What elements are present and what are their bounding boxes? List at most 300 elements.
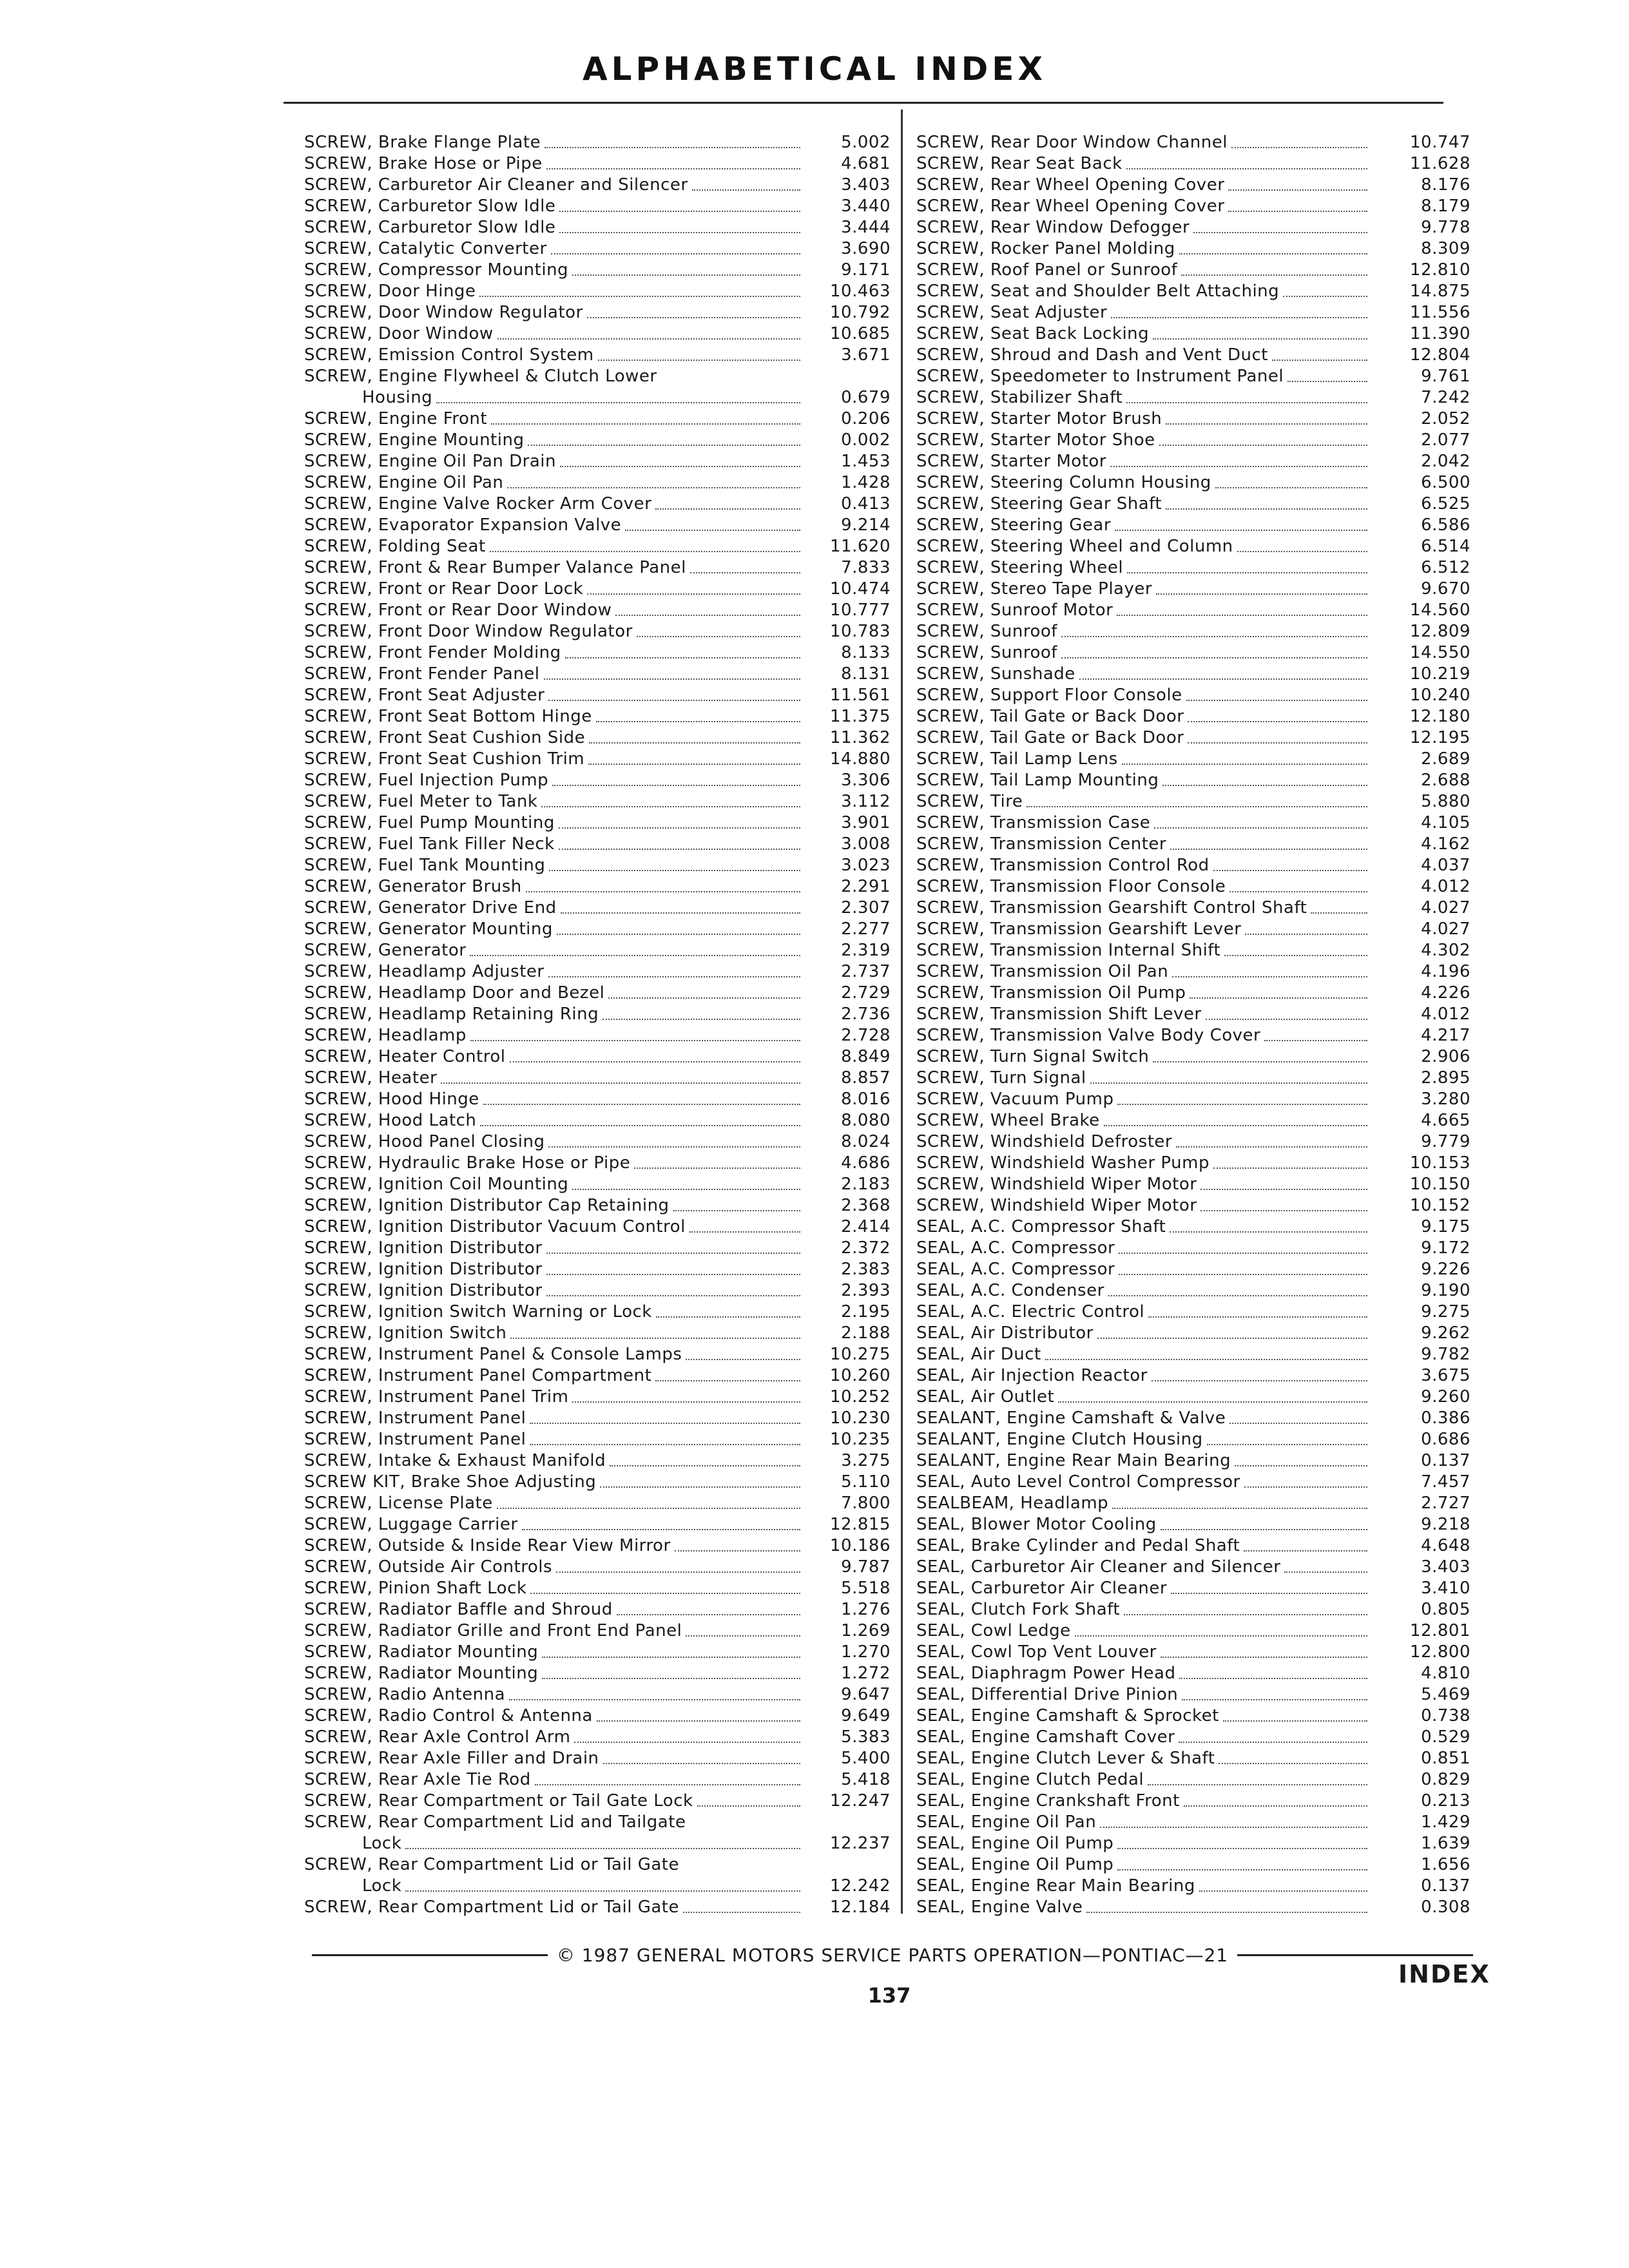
entry-page-ref: 2.737: [841, 962, 891, 981]
entry-name-text: SCREW, Headlamp Adjuster: [304, 962, 545, 981]
dot-leader: [542, 1678, 800, 1679]
index-entry: [916, 1599, 1470, 1620]
entry-page-ref: 12.237: [830, 1834, 891, 1853]
index-entry: [916, 1706, 1470, 1727]
entry-name-text: SCREW, License Plate: [304, 1494, 493, 1513]
entry-page-ref: 1.276: [841, 1600, 891, 1619]
index-entry: [304, 1089, 891, 1110]
entry-name-text: SEAL, Auto Level Control Compressor: [916, 1472, 1240, 1492]
entry-name-text: SCREW, Vacuum Pump: [916, 1090, 1114, 1109]
dot-leader: [1162, 785, 1367, 786]
index-entry: [304, 1387, 891, 1408]
entry-name: [916, 1110, 1374, 1131]
entry-page-ref: 12.184: [830, 1898, 891, 1917]
index-column-left: [304, 132, 891, 1918]
entry-page-ref: 4.665: [1421, 1111, 1470, 1130]
entry-name-text: SCREW, Turn Signal Switch: [916, 1047, 1150, 1066]
entry-name-text: SCREW, Transmission Internal Shift: [916, 941, 1221, 960]
dot-leader: [587, 317, 800, 318]
entry-name-text: SCREW, Instrument Panel: [304, 1408, 526, 1428]
entry-name-text: SEAL, Engine Valve: [916, 1898, 1083, 1917]
entry-name: [916, 1642, 1374, 1663]
entry-name-text: SCREW, Rear Compartment Lid or Tail Gate: [304, 1898, 679, 1917]
index-entry: [916, 430, 1470, 451]
entry-name: [304, 1620, 807, 1642]
dot-leader: [1182, 1699, 1367, 1700]
entry-name: [304, 1599, 807, 1620]
dot-leader: [559, 232, 800, 233]
dot-leader: [597, 1720, 800, 1722]
entry-name-text: SCREW, Seat Adjuster: [916, 303, 1108, 322]
entry-page-ref: 0.206: [841, 409, 891, 428]
entry-name: [916, 1025, 1374, 1046]
entry-name-text: SCREW, Front Seat Adjuster: [304, 686, 545, 705]
entry-name-text: SCREW, Rear Window Defogger: [916, 218, 1190, 237]
entry-page-ref: 3.675: [1421, 1366, 1470, 1385]
dot-leader: [589, 742, 800, 744]
entry-name: [304, 1472, 807, 1493]
dot-leader: [546, 1295, 800, 1296]
dot-leader: [1153, 1061, 1367, 1062]
entry-name: [916, 1195, 1374, 1216]
entry-name: [916, 1131, 1374, 1153]
entry-name: [304, 1195, 807, 1216]
entry-page-ref: 10.235: [830, 1430, 891, 1449]
title-underline: [284, 102, 1443, 104]
entry-page-ref: 12.801: [1410, 1621, 1470, 1640]
entry-page-ref: 1.428: [841, 473, 891, 492]
page-number: 137: [867, 1983, 911, 2008]
entry-name-text: SCREW, Steering Column Housing: [916, 473, 1211, 492]
entry-name: [916, 1812, 1374, 1833]
entry-name-text: SCREW, Generator: [304, 941, 467, 960]
dot-leader: [1108, 1295, 1367, 1296]
entry-name: [304, 812, 807, 834]
index-entry: [916, 1450, 1470, 1472]
entry-page-ref: 2.689: [1421, 749, 1470, 769]
entry-name: [916, 260, 1374, 281]
dot-leader: [1166, 508, 1367, 510]
dot-leader: [1228, 189, 1367, 191]
entry-name: [916, 1706, 1374, 1727]
entry-page-ref: 11.390: [1410, 324, 1470, 343]
entry-page-ref: 10.685: [830, 324, 891, 343]
dot-leader: [1287, 381, 1367, 382]
entry-name-text: SCREW, Luggage Carrier: [304, 1515, 518, 1534]
entry-name: [916, 1727, 1374, 1748]
entry-name: [916, 1238, 1374, 1259]
index-entry: [304, 1365, 891, 1387]
entry-name: [916, 387, 1374, 408]
entry-name-text: SCREW, Intake & Exhaust Manifold: [304, 1451, 606, 1470]
entry-name: [304, 1854, 807, 1897]
entry-name-text: SCREW, Ignition Distributor Vacuum Control: [304, 1217, 686, 1236]
dot-leader: [697, 1805, 800, 1807]
entry-name-text: SEALANT, Engine Camshaft & Valve: [916, 1408, 1226, 1428]
entry-name-text: SEAL, Carburetor Air Cleaner: [916, 1579, 1168, 1598]
entry-name-text: SEAL, A.C. Condenser: [916, 1281, 1104, 1300]
index-entry: [304, 600, 891, 621]
index-entry: [304, 791, 891, 812]
entry-name-text: SCREW, Front Fender Panel: [304, 664, 540, 684]
index-entry: [916, 345, 1470, 366]
entry-name-continuation: Lock: [362, 1876, 402, 1896]
entry-name: [916, 621, 1374, 642]
dot-leader: [1086, 1912, 1367, 1913]
entry-page-ref: 10.219: [1410, 664, 1470, 684]
dot-leader: [1117, 1869, 1367, 1870]
dot-leader: [602, 1019, 800, 1020]
dot-leader: [552, 785, 800, 786]
dot-leader: [1119, 1274, 1367, 1275]
index-entry: [304, 812, 891, 834]
entry-page-ref: 1.429: [1421, 1812, 1470, 1832]
entry-name: [916, 366, 1374, 387]
dot-leader: [528, 445, 800, 446]
entry-name: [304, 175, 807, 196]
entry-page-ref: 2.688: [1421, 771, 1470, 790]
entry-name-text: SEAL, A.C. Compressor Shaft: [916, 1217, 1166, 1236]
entry-page-ref: 9.647: [841, 1685, 891, 1704]
entry-name-text: SCREW, Engine Mounting: [304, 430, 525, 450]
entry-page-ref: 0.413: [841, 494, 891, 514]
entry-name: [916, 451, 1374, 472]
dot-leader: [545, 147, 800, 148]
entry-page-ref: 5.880: [1421, 792, 1470, 811]
index-entry: [916, 898, 1470, 919]
entry-name-text: SCREW, Generator Mounting: [304, 919, 553, 939]
entry-name-text: SCREW, Starter Motor Brush: [916, 409, 1162, 428]
entry-name: [304, 642, 807, 664]
dot-leader: [610, 1465, 800, 1466]
dot-leader: [1115, 530, 1367, 531]
entry-name: [304, 727, 807, 749]
index-entry: [304, 1514, 891, 1535]
dot-leader: [497, 1508, 800, 1509]
index-entry: [916, 408, 1470, 430]
index-entry: [916, 1323, 1470, 1344]
dot-leader: [1207, 1444, 1367, 1445]
dot-leader: [436, 402, 800, 403]
entry-page-ref: 10.230: [830, 1408, 891, 1428]
index-entry: [916, 579, 1470, 600]
dot-leader: [497, 338, 800, 340]
dot-leader: [617, 1614, 800, 1615]
index-entry: [304, 1684, 891, 1706]
index-entry: [304, 983, 891, 1004]
entry-page-ref: 7.833: [841, 558, 891, 577]
entry-page-ref: 5.383: [841, 1727, 891, 1747]
entry-name: [304, 685, 807, 706]
dot-leader: [1045, 1359, 1367, 1360]
entry-name: [304, 1791, 807, 1812]
entry-name: [916, 153, 1374, 175]
entry-name: [304, 1280, 807, 1302]
dot-leader: [1237, 551, 1367, 552]
entry-page-ref: 5.110: [841, 1472, 891, 1492]
index-entry: [916, 1472, 1470, 1493]
index-entry: [916, 1216, 1470, 1238]
entry-name-text: SCREW, Door Window Regulator: [304, 303, 583, 322]
index-entry: [916, 451, 1470, 472]
entry-page-ref: 1.269: [841, 1621, 891, 1640]
dot-leader: [546, 1253, 800, 1254]
dot-leader: [480, 1125, 800, 1126]
entry-name-text: SCREW, Ignition Switch Warning or Lock: [304, 1302, 652, 1321]
dot-leader: [1172, 976, 1367, 977]
dot-leader: [510, 1338, 800, 1339]
entry-name-text: SCREW, Rear Compartment Lid and Tailgate: [304, 1812, 686, 1832]
index-entry: [916, 1748, 1470, 1769]
index-entry: [916, 876, 1470, 898]
dot-leader: [546, 1274, 800, 1275]
entry-name-text: SCREW, Radio Control & Antenna: [304, 1706, 593, 1725]
entry-name-text: SCREW, Ignition Coil Mounting: [304, 1175, 569, 1194]
entry-name-text: SCREW, Fuel Meter to Tank: [304, 792, 538, 811]
entry-page-ref: 3.403: [1421, 1557, 1470, 1577]
entry-name-text: SCREW, Windshield Wiper Motor: [916, 1175, 1197, 1194]
index-entry: [916, 366, 1470, 387]
entry-name-text: SCREW, Stabilizer Shaft: [916, 388, 1123, 407]
entry-name: [916, 1854, 1374, 1876]
index-entry: [916, 1344, 1470, 1365]
entry-name-text: SCREW, Generator Drive End: [304, 898, 557, 918]
entry-name-text: SCREW, Starter Motor Shoe: [916, 430, 1155, 450]
entry-name: [304, 1174, 807, 1195]
entry-name-text: SCREW, Front Seat Cushion Trim: [304, 749, 585, 769]
entry-name-text: SCREW, Carburetor Air Cleaner and Silencer: [304, 175, 688, 195]
entry-name-text: SCREW, Compressor Mounting: [304, 260, 569, 280]
entry-page-ref: 8.016: [841, 1090, 891, 1109]
dot-leader: [1272, 360, 1367, 361]
index-entry: [916, 323, 1470, 345]
entry-page-ref: 3.690: [841, 239, 891, 258]
entry-name-text: SCREW, Rear Seat Back: [916, 154, 1123, 173]
entry-name: [916, 1748, 1374, 1769]
entry-name-text: SCREW, Roof Panel or Sunroof: [916, 260, 1178, 280]
entry-name: [916, 1557, 1374, 1578]
entry-page-ref: 5.400: [841, 1749, 891, 1768]
index-entry: [304, 408, 891, 430]
index-entry: [304, 366, 891, 408]
entry-name-text: SCREW, Radiator Grille and Front End Panel: [304, 1621, 682, 1640]
entry-name-text: SEAL, Carburetor Air Cleaner and Silencer: [916, 1557, 1281, 1577]
entry-page-ref: 0.829: [1421, 1770, 1470, 1789]
dot-leader: [1117, 1848, 1367, 1849]
dot-leader: [405, 1890, 800, 1892]
entry-name: [304, 1238, 807, 1259]
entry-page-ref: 2.077: [1421, 430, 1470, 450]
index-entry: [916, 1089, 1470, 1110]
index-entry: [304, 685, 891, 706]
entry-page-ref: 4.012: [1421, 877, 1470, 896]
entry-name-text: SCREW, Door Window: [304, 324, 494, 343]
entry-name-text: SCREW, Steering Wheel: [916, 558, 1124, 577]
entry-page-ref: 0.686: [1421, 1430, 1470, 1449]
index-entry: [304, 664, 891, 685]
index-entry: [304, 1642, 891, 1663]
entry-page-ref: 11.556: [1410, 303, 1470, 322]
index-entry: [916, 1302, 1470, 1323]
entry-page-ref: 3.023: [841, 856, 891, 875]
index-entry: [304, 281, 891, 302]
dot-leader: [1184, 1805, 1367, 1807]
entry-name: [304, 1769, 807, 1791]
dot-leader: [559, 849, 800, 850]
entry-name-text: SEAL, Air Injection Reactor: [916, 1366, 1148, 1385]
index-entry: [916, 472, 1470, 494]
entry-name-text: SCREW, Front Door Window Regulator: [304, 622, 633, 641]
entry-name-text: SCREW, Transmission Case: [916, 813, 1151, 832]
index-entry: [304, 1131, 891, 1153]
index-entry: [916, 940, 1470, 961]
entry-name: [304, 961, 807, 983]
entry-name: [916, 1046, 1374, 1068]
dot-leader: [1161, 1529, 1367, 1530]
index-entry: [916, 1535, 1470, 1557]
entry-name: [916, 430, 1374, 451]
entry-page-ref: 12.804: [1410, 345, 1470, 365]
entry-page-ref: 3.275: [841, 1451, 891, 1470]
dot-leader: [1079, 678, 1367, 680]
entry-name: [304, 1344, 807, 1365]
dot-leader: [490, 551, 800, 552]
entry-name-text: SCREW, Door Hinge: [304, 282, 476, 301]
entry-name: [916, 1472, 1374, 1493]
entry-name-text: SCREW, Windshield Washer Pump: [916, 1153, 1210, 1173]
index-entry: [916, 1238, 1470, 1259]
entry-page-ref: 3.444: [841, 218, 891, 237]
entry-name-text: SEAL, Engine Rear Main Bearing: [916, 1876, 1195, 1896]
entry-name-text: SEAL, Blower Motor Cooling: [916, 1515, 1157, 1534]
dot-leader: [587, 593, 800, 595]
entry-name: [916, 1216, 1374, 1238]
entry-name: [304, 217, 807, 238]
entry-name: [304, 451, 807, 472]
index-entry: [304, 1216, 891, 1238]
dot-leader: [574, 1742, 800, 1743]
entry-name: [916, 1684, 1374, 1706]
index-entry: [304, 1599, 891, 1620]
entry-name: [916, 1769, 1374, 1791]
entry-name: [304, 1216, 807, 1238]
entry-name-text: SCREW, Hood Latch: [304, 1111, 477, 1130]
index-entry: [916, 1684, 1470, 1706]
entry-name: [916, 1153, 1374, 1174]
dot-leader: [557, 934, 800, 935]
dot-leader: [1244, 1550, 1367, 1552]
entry-name: [916, 664, 1374, 685]
entry-name-text: SCREW, Fuel Injection Pump: [304, 771, 549, 790]
dot-leader: [1159, 445, 1367, 446]
entry-name-text: SCREW, Wheel Brake: [916, 1111, 1100, 1130]
dot-leader: [530, 1423, 800, 1424]
index-entry: [916, 1493, 1470, 1514]
index-entry: [916, 834, 1470, 855]
index-entry: [916, 1195, 1470, 1216]
index-entry: [916, 1727, 1470, 1748]
dot-leader: [405, 1848, 800, 1849]
entry-name: [916, 196, 1374, 217]
entry-page-ref: 3.671: [841, 345, 891, 365]
index-entry: [304, 238, 891, 260]
entry-page-ref: 2.383: [841, 1260, 891, 1279]
index-entry: [304, 1046, 891, 1068]
entry-name-text: SCREW, Transmission Floor Console: [916, 877, 1226, 896]
entry-name: [916, 685, 1374, 706]
dot-leader: [1161, 1657, 1367, 1658]
entry-name: [916, 1089, 1374, 1110]
entry-name: [304, 238, 807, 260]
index-entry: [304, 1450, 891, 1472]
entry-name: [304, 1110, 807, 1131]
entry-name: [916, 281, 1374, 302]
entry-name: [304, 1684, 807, 1706]
dot-leader: [1229, 1423, 1367, 1424]
index-entry: [304, 919, 891, 940]
entry-name-text: SCREW, Tail Gate or Back Door: [916, 728, 1184, 747]
entry-page-ref: 0.679: [841, 388, 891, 407]
entry-name: [304, 706, 807, 727]
entry-name-text: SCREW, Transmission Shift Lever: [916, 1004, 1202, 1024]
index-entry: [916, 621, 1470, 642]
index-entry: [304, 1429, 891, 1450]
entry-name: [304, 664, 807, 685]
entry-page-ref: 0.137: [1421, 1876, 1470, 1896]
dot-leader: [692, 189, 800, 191]
footer: [303, 1945, 1482, 1966]
dot-leader: [526, 891, 800, 892]
index-entry: [916, 919, 1470, 940]
index-entry: [916, 642, 1470, 664]
index-entry: [304, 1535, 891, 1557]
entry-page-ref: 2.183: [841, 1175, 891, 1194]
entry-name: [304, 132, 807, 153]
entry-name-text: SCREW, Radio Antenna: [304, 1685, 506, 1704]
index-entry: [916, 302, 1470, 323]
entry-page-ref: 3.410: [1421, 1579, 1470, 1598]
column-divider: [901, 110, 903, 1914]
index-entry: [916, 1833, 1470, 1854]
entry-name-text: SEAL, Engine Camshaft & Sprocket: [916, 1706, 1219, 1725]
entry-name: [916, 536, 1374, 557]
entry-name: [304, 1046, 807, 1068]
entry-name: [304, 1302, 807, 1323]
entry-name-text: SCREW, Ignition Switch: [304, 1323, 507, 1343]
dot-leader: [1283, 296, 1367, 297]
entry-page-ref: 9.175: [1421, 1217, 1470, 1236]
entry-name-text: SCREW, Sunroof: [916, 643, 1057, 662]
entry-page-ref: 8.133: [841, 643, 891, 662]
entry-name: [916, 1387, 1374, 1408]
entry-page-ref: 0.308: [1421, 1898, 1470, 1917]
index-entry: [916, 1578, 1470, 1599]
dot-leader: [441, 1082, 800, 1084]
entry-page-ref: 0.137: [1421, 1451, 1470, 1470]
index-entry: [304, 557, 891, 579]
dot-leader: [546, 168, 800, 169]
entry-name: [916, 175, 1374, 196]
index-entry: [304, 1472, 891, 1493]
entry-page-ref: 8.309: [1421, 239, 1470, 258]
dot-leader: [689, 1231, 800, 1233]
entry-page-ref: 9.787: [841, 1557, 891, 1577]
entry-name: [304, 1429, 807, 1450]
entry-name: [916, 1280, 1374, 1302]
entry-page-ref: 0.386: [1421, 1408, 1470, 1428]
dot-leader: [1061, 657, 1367, 658]
entry-name-text: SCREW, Transmission Gearshift Control Shaft: [916, 898, 1307, 918]
